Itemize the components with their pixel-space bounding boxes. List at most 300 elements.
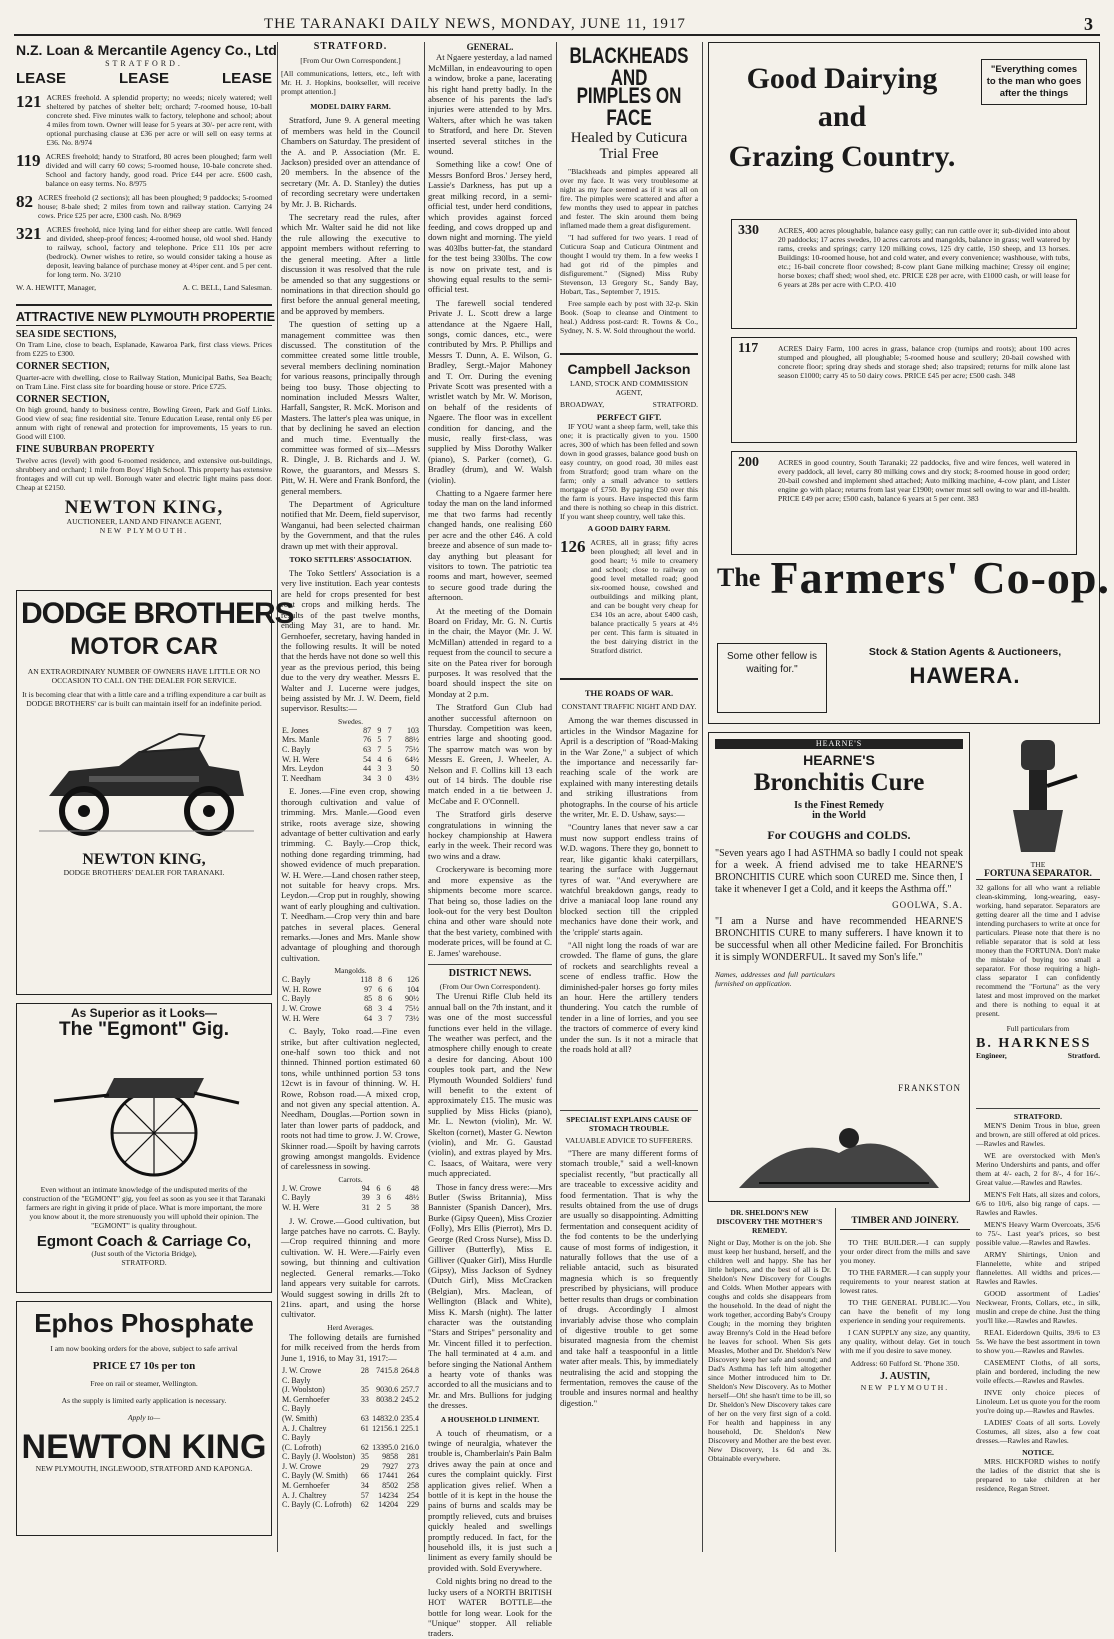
table-cell: 281	[407, 1452, 419, 1462]
column-4	[560, 42, 698, 1552]
table-cell: 33	[360, 1394, 369, 1404]
farm-listing	[731, 451, 1077, 555]
timber-text: I CAN SUPPLY any size, any quantity, any quality, without delay. Get in touch with me if you desire to save money.	[840, 1328, 970, 1356]
table-row	[281, 1376, 420, 1386]
table-cell: 6	[388, 994, 393, 1004]
egmont-title: The "Egmont" Gig.	[58, 1019, 229, 1041]
sheldon-heading: DR. SHELDON'S NEW DISCOVERY THE MOTHER'S REMEDY.	[716, 1208, 823, 1235]
article-heading: A HOUSEHOLD LINIMENT.	[440, 1414, 540, 1424]
timber-name: J. AUSTIN,	[880, 1371, 930, 1383]
article-paragraph: "Country lanes that never saw a car must now support endless trains of W.D. wagons. There they go, bonnett to rear, like gigantic khaki caterpillars, tearing the surface with Juggernaut tyres of war. "And everywhere are watchful breakdown gangs, ready to drive a maniacal loop lane round any blocked section till the crippled mechanics have done their work, and the 'cripple' starts again.	[560, 822, 698, 937]
article-paragraph: Crockeryware is becoming more and more expensive as the shipments become more scarce. That being so, those ladies on the look-out for the very best Doulton china and other ware should note that the best variety, combined with moderate prices, will be found at C. E. James' warehouse.	[428, 864, 552, 958]
column-1	[16, 42, 294, 1552]
section-title: STRATFORD.	[313, 41, 388, 52]
manager-name: W. A. HEWITT, Manager,	[16, 283, 97, 293]
plymouth-ad	[16, 304, 276, 590]
table-cell: W. H. Were	[282, 754, 320, 764]
article-paragraph: The Urenui Rifle Club held its annual ball on the 7th instant, and it was one of the most successful functions ever held in the village. The weather was perfect, and the atmosphere chilly enough to create a desire for dancing. About 100 couples took part, and the New Plymouth Wounded Soldiers' fund will benefit to the extent of approximately £15. The music was supplied by Miss Hicks (piano), Mr. L. Newton (violin), Mr. W. Skelton (cornet), Master G. Newton (violin), and Mr. G. Gaustad (violin), and extras played by Mrs. C. Isaacs, of Waitara, were very much appreciated.	[428, 991, 552, 1179]
article-paragraph: Those in fancy dress were:—Mrs Butler (Swiss Britannia), Miss Bannister (Spanish Dancer), Mrs. Burke (Gipsy Queen), Miss Crozier (Folly), Mrs Ellis (Pierrot), Mrs D. George (Red Cross Nurse), Miss D. Gilliver (Butterfly), Miss E. Gilliver (Quaker Girl), Miss Hurdle (Gipsy), Miss Jackson of Sydney (Dutch Girl), Miss McCracken (Belgian), Mrs. Maclean, of Wellington (Black and White), Miss K. Marsh (night). The latter character was the outstanding "Stars and Stripes" personality and Mr. Vincent filled it to perfection. The hall terminated at 4 a.m. and before singing the National Anthem a hearty vote of thanks was accorded to all the musicians and to Mr. and Mrs. Bullions for judging the dresses.	[428, 1181, 552, 1411]
table-cell: 6	[386, 1193, 391, 1203]
cj-town: STRATFORD.	[652, 400, 698, 409]
listing-ref: No. 8/974	[61, 138, 93, 148]
dodge-body: It is becoming clear that with a little care and a trifling expenditure a car built as DODGE BROTHERS' car is built can maintain itself for an indefinite period.	[22, 690, 266, 708]
table-cell: 264.8	[401, 1365, 419, 1375]
listing-text: ACRES in good country, South Taranaki; 22 paddocks, five and wire fences, well watered in every paddock, all level, carry 80 milking cows and dry stock; 8-roomed house in good order; 20-bail cowshed and implement shed attached; Auto milking machine, 4-cow plant, and Lister engine go with place; returns from last year £1900; owner must sell owing to war and ill-health. PRICE £49 per acre; £500 cash, balance 6 years at 5 per cent.	[778, 458, 1070, 503]
table-cell: 50	[411, 764, 419, 774]
table-row	[281, 1366, 420, 1376]
classified-item: MEN'S Denim Trous in blue, green and brown, are still offered at old prices. —Rawles and Rawles.	[976, 1121, 1100, 1148]
table-cell: 3	[387, 764, 392, 774]
listing-text: ACRES freehold (2 sections); all has been ploughed; 9 paddocks; 5-roomed house; 8-bale shed; 2 miles from town and railway station. Carrying 24 cows. Price £25 per acre, £300 cash.	[38, 193, 272, 221]
table-cell: J. W. Crowe	[282, 1183, 322, 1193]
listing-text: ACRES freehold; handy to Stratford, 80 acres been ploughed; farm well divided and will carry 60 cows; 5-roomed house, 10-bale concrete shed. School and factory handy, good road. Price £44 per acre. £600 cash, balance on easy terms.	[45, 152, 272, 189]
plymouth-agent-town: NEW PLYMOUTH.	[99, 525, 189, 535]
table-cell: (W. Smith)	[282, 1413, 318, 1423]
table-cell: 229	[407, 1500, 419, 1510]
section-text: On Tram Line, close to beach, Esplanade, Kawaroa Park, first class views. Prices from £225 to £300.	[16, 340, 272, 359]
table-cell: 7415.8	[376, 1365, 399, 1375]
ephos-title: Ephos Phosphate	[34, 1308, 254, 1338]
table-cell: 17441	[378, 1471, 399, 1481]
article-paragraph: The Toko Settlers' Association is a very live institution. Each year contests are held for crops presented for best root crops and milking herds. The results of the past twelve months, ending May 31, are to hand. Mr. Gernhoefer, secretary, having handed in the following results. It will be noted that the herds have not done so well this year as the previous period, this being due to the very dry weather. Messrs E. Walter and J. Lucerne were judges, being assisted by Mr. J. W. Deem, field supervisor. Results:—	[281, 568, 420, 714]
dodge-subtitle: MOTOR CAR	[70, 633, 218, 660]
farmers-coop-ad	[708, 42, 1110, 724]
cj-listing	[560, 538, 698, 655]
table-cell: 3	[376, 1193, 381, 1203]
table-cell: 28	[360, 1365, 369, 1375]
table-cell: 68	[364, 1004, 373, 1013]
article-paragraph: J. W. Crowe.—Good cultivation, but large patches have no carrots. C. Bayly.—Crop required thinning and more cultivation. W. H. Were.—Fairly even sowing, but thinning and cultivation neglected. General remarks.—Toko land appears very suitable for carrots. Would suggest sowing in drills 2ft to 21ins. apart, and using the horse cultivator.	[281, 1215, 420, 1320]
separator-town: Stratford.	[1067, 1051, 1100, 1061]
table-cell: 7927	[382, 1461, 399, 1471]
gig-illustration	[44, 1043, 244, 1183]
plymouth-agent-sub: AUCTIONEER, LAND AND FINANCE AGENT,	[66, 516, 222, 526]
cj-addr: BROADWAY,	[560, 400, 605, 409]
table-cell: C. Bayly	[282, 994, 311, 1004]
listing-text: ACRES freehold. A splendid property; no weeds; nicely watered; well sheltered by patches of shelter belt; orchard; 7-roomed house, 10-ball concrete shed. Five minutes walk to factory, telephone and school; about 4 miles from town. Owner will lease for 5 years at 30/- per acre rent, with optional purchasing clause at £36 per acre or will sell on easy terms at £36.	[46, 93, 272, 148]
section-heading: CORNER SECTION,	[16, 361, 110, 373]
table-row	[281, 735, 420, 745]
table-row	[281, 1203, 420, 1213]
table-cell: 44	[363, 764, 372, 774]
table-row	[281, 726, 420, 736]
listing-acres: 82	[16, 192, 33, 212]
listing-text: ACRES, all in grass; fifty acres been ploughed; all level and in good heart; ½ mile to creamery and school; close to railway on good level metalled road; good six-roomed house, cowshed and outbuildings and milking plant, and can be bought very cheap for £34 10s an acre, about £400 cash, balance practically 5 years at 4½ per cent. This farm is situated in the best dairying district in the Stratford district.	[590, 538, 698, 656]
table-cell: 5	[387, 744, 392, 754]
table-cell	[399, 1433, 420, 1443]
separator-eng: Engineer,	[976, 1051, 1007, 1061]
hearne-quote: "I am a Nurse and have recommended HEARNE'S BRONCHITIS CURE to many sufferers. I have known it to be successful when all other Medicine failed. For Bronchitis it is simply WONDERFUL. It saved my Son's life."	[715, 916, 963, 964]
table-cell: 39	[361, 1193, 370, 1203]
table-cell: 34	[360, 1481, 369, 1491]
table-cell: 12156.1	[372, 1423, 399, 1433]
table-row	[281, 1433, 420, 1443]
article-paragraph: The secretary read the rules, after which Mr. Walter said he did not like the rule allowing the executive to appoint members without referring to the general meeting. After a little discussion it was resolved that the rule be amended so that any suggestions or nominations in that direction should go first before the annual general meeting, and be approved by members.	[281, 212, 420, 316]
table-cell	[399, 1404, 420, 1414]
table-cell: 76	[363, 735, 372, 745]
table-row	[281, 1385, 420, 1395]
table-cell: 9030.6	[376, 1385, 399, 1395]
table-cell: 3	[377, 764, 382, 774]
table-cell: C. Bayly (J. Woolston)	[282, 1452, 356, 1462]
timber-heading: TIMBER AND JOINERY.	[840, 1216, 970, 1230]
table-cell: E. Jones	[282, 725, 309, 735]
table-cell: 87	[363, 725, 372, 735]
table-cell: 7	[377, 744, 382, 754]
table-cell: 66	[360, 1471, 369, 1481]
table-cell: 35	[360, 1385, 369, 1395]
byline: (From Our Own Correspondent).	[439, 982, 541, 992]
hearne-place: FRANKSTON	[898, 1083, 961, 1093]
notice-heading: NOTICE.	[1022, 1448, 1054, 1457]
table-cell: 5	[386, 1203, 391, 1213]
table-cell: 0	[387, 773, 392, 783]
table-row	[281, 1395, 420, 1405]
table-row	[281, 1014, 420, 1024]
table-cell: 225.1	[401, 1423, 419, 1433]
table-cell: 257.7	[401, 1385, 419, 1395]
hearne-ad	[708, 732, 970, 1202]
editor-note: [All communications, letters, etc., left with Mr. H. J. Hopkins, bookseller, will receive prompt attention.]	[281, 69, 420, 97]
column-2	[281, 42, 420, 1552]
table-cell: W. H. Were	[282, 1013, 320, 1023]
article-paragraph: The farewell social tendered Private J. L. Scott drew a large attendance at the Ngaere Hall, songs, comic dances, etc., were contributed by Mrs. P. Phillips and Messrs T. Dunn, A. E. Wilson, G. Bradley, Sergt.-Major Mahoney and T. Orr. During the evening Private Scott was presented with a wristlet watch by Mr. W. Morison, on behalf of the residents of Ngaere. The floor was in excellent condition for dancing, and the music, really first-class, was supplied by Miss Dorothy Walker (piano), S. Parker (cornet), G. Bradley (drum), and W. Walsh (violin).	[428, 297, 552, 485]
table-caption: Carrots.	[338, 1174, 363, 1184]
table-cell: 29	[360, 1461, 369, 1471]
table-cell: 97	[364, 984, 373, 994]
dodge-ad	[16, 590, 294, 995]
table-cell: 118	[360, 975, 373, 985]
timber-text: TO THE GENERAL PUBLIC.—You can have the benefit of my long experience in sending your requirements.	[840, 1298, 970, 1326]
separator-full: Full particulars from	[1006, 1024, 1070, 1034]
stratford-classifieds	[976, 1108, 1100, 1552]
specialist-article	[560, 1110, 698, 1408]
hearne-title: Bronchitis Cure	[753, 768, 925, 796]
farm-listing	[731, 219, 1077, 329]
table-row	[281, 764, 420, 774]
table-cell: 90½	[405, 994, 419, 1004]
table-cell: J. W. Crowe	[282, 1004, 322, 1013]
listing-ref: No. 8/969	[150, 211, 181, 221]
classified-item: LADIES' Coats of all sorts. Lovely Costumes, all sizes, also a few coat dresses.—Rawles and Rawles.	[976, 1418, 1100, 1445]
table-cell: C. Bayly (W. Smith)	[282, 1471, 348, 1481]
cj-heading: PERFECT GIFT.	[596, 412, 662, 422]
table-cell: 9	[377, 725, 382, 735]
cj-address-row	[560, 400, 698, 409]
table-row	[281, 1443, 420, 1453]
table-cell: 6	[386, 1183, 391, 1193]
table-cell: 75½	[405, 1004, 419, 1013]
cuticura-headline: BLACKHEADS AND	[569, 43, 689, 91]
listing	[16, 193, 272, 220]
separator-ad	[976, 732, 1100, 1104]
classified-item: REAL Eiderdown Quilts, 39/6 to £3 5s. We have the best assortment in town to show you.—Rawles and Rawles.	[976, 1328, 1100, 1355]
cuticura-text: Free sample each by post with 32-p. Skin Book. (Soap to cleanse and Ointment to heal.) Address post-card: R. Towns & Co., Sydney, N. S. W. Sold throughout the world.	[560, 299, 698, 335]
car-illustration	[29, 716, 259, 846]
lease-label: LEASE	[118, 70, 169, 88]
separator-illustration	[993, 736, 1083, 856]
table-cell: 63	[363, 744, 372, 754]
table-cell: 57	[360, 1490, 369, 1500]
egmont-firm: Egmont Coach & Carriage Co,	[36, 1233, 252, 1251]
herds-table	[281, 1366, 420, 1510]
table-cell: C. Bayly	[282, 1433, 311, 1443]
cj-text: IF YOU want a sheep farm, well, take this one; it is practically given to you. 1500 acres, 300 of which has been felled and sown down in good grasses, balance good bush on easy country, on good road, 30 miles east from Stratford; good tram whare on the farm; only a small advance to settlers mortgage of £750. By paying £50 over this the farm is yours. Have inspected this farm and there is nothing so cheap in this district. If you want sheep country, well take this.	[560, 422, 698, 522]
sheldon-text: Night or Day, Mother is on the job. She must keep her husband, herself, and the children well and happy. She has her little helpers, and the best of all is Dr. Sheldon's New Discovery for Coughs and Colds. When Mother appears with coughs and colds she disappears from the household. In the dead of night the work together, according Baby's Croupy Cough; in the morning they brighten away Brenny's Cold in the Head before he leaves for school. When Sis gets Measles, Mother and Dr. Sheldon's New Discovery keep her safe and sound; and Dad's Asthma has left him altogether since Mother introduced him to Dr. Sheldon's New Discovery. As to Mother herself—Oh! she hasn't time to be ill, so Dr. Sheldon's New Discovery takes care of her on the very first sign of a cold. For health and happiness in any household, Dr. Sheldon's New Discovery and Mother are the best ever. New Discovery, 1s 6d and 3s. Obtainable everywhere.	[708, 1238, 831, 1463]
table-cell: 4	[377, 754, 382, 764]
classified-item: MEN'S Heavy Warm Overcoats, 35/6 to 75/-. Last year's prices, so best possible value.—Rawles and Rawles.	[976, 1220, 1100, 1247]
classified-item: WE are overstocked with Men's Merino Undershirts and pants, and offer them at 4/- each, 2 for 8/-, 4 for 16/-. Great value.—Rawles and Rawles.	[976, 1151, 1100, 1187]
table-cell: Mrs. Leydon	[282, 764, 324, 774]
masthead-title: THE TARANAKI DAILY NEWS, MONDAY, JUNE 11, 1917	[264, 16, 686, 32]
cj-heading: A GOOD DAIRY FARM.	[587, 524, 671, 534]
hearne-quote: "Seven years ago I had ASTHMA so badly I could not speak for a week. A friend advised me to take HEARNE'S BRONCHITIS CURE which soon CURED me. Since then, I take it whenever I get a Cold, and it keeps the Asthma off."	[715, 848, 963, 896]
table-cell	[399, 1376, 420, 1386]
article-paragraph: "There are many different forms of stomach trouble," said a well-known specialist recently, "but practically all are traceable to excessive acidity and food fermentation. That is why the results obtained from the use of drugs are usually so disappointing. Admitting fermentation and consequent acidity of the fod contents to be the underlying cause of most forms of indigestion, it naturally follows that the use of a reliable antacid, such as bisurated magnesia which is so frequently prescribed by physicians, will produce better results than drugs or combination of drugs. Accordingly I almost invariably advise those who complain of digestive trouble to get some bisurated magnesia from the chemist and take half a teaspoonful in a little water after meals. This, by immediately neutralising the acid and stopping the fermentation, removes the cause of the trouble and insures normal and healthy digestion."	[560, 1148, 698, 1408]
hearne-for: For COUGHS and COLDS.	[767, 827, 911, 842]
egmont-body: Even without an intimate knowledge of the undisputed merits of the construction of the "EGMONT" gig, you feel as soon as you see it that Taranaki farmers are right in giving it pride of place. What is more important, the more you know about it, the more strenuously you will uphold their opinion. The "EGMONT" is quality throughout.	[22, 1185, 266, 1231]
section-title: GENERAL.	[466, 42, 514, 52]
article-paragraph: The Stratford girls deserve congratulations in winning the hockey championship at Hawera early in the week. Their record was two wins and a draw.	[428, 809, 552, 861]
table-cell	[370, 1404, 399, 1414]
table-cell: 104	[407, 984, 419, 994]
lease-label: LEASE	[16, 70, 67, 88]
article-paragraph: Among the war themes discussed in articles in the Windsor Magazine for April is a description of "Road-Making in the War Zone," a subject of which the importance and necessarily far-reaching scale of the work are explained with many interesting details and striking illustrations from photographs. In the course of his article the writer, Mr. E. D. Ushaw, says:—	[560, 715, 698, 820]
table-cell: 7	[387, 735, 392, 745]
egmont-town: STRATFORD.	[121, 1258, 167, 1268]
table-cell: 48	[411, 1183, 419, 1193]
table-cell	[370, 1433, 399, 1443]
listing-ref: 383	[967, 494, 979, 503]
classified-item: INVE only choice pieces of Linoleum. Let us quote you for the room you're doing up.—Rawles and Rawles.	[976, 1388, 1101, 1415]
table-cell: 2	[376, 1203, 381, 1213]
table-cell: 13395.0	[372, 1442, 399, 1452]
table-cell: (C. Lofroth)	[282, 1442, 322, 1452]
cuticura-sub: Trial Free	[599, 146, 659, 162]
hearne-sub: in the World	[812, 810, 866, 822]
table-cell: J. W. Crowe	[282, 1461, 322, 1471]
table-cell: 216.0	[401, 1442, 419, 1452]
table-cell: 62	[360, 1500, 369, 1510]
table-cell: 35	[360, 1452, 369, 1462]
ephos-agent: NEWTON KING	[21, 1428, 267, 1467]
slogan-box: "Everything comes to the man who goes after the things	[981, 59, 1087, 105]
column-rule	[556, 42, 557, 1552]
table-cell: 8	[378, 994, 383, 1004]
coop-title: Farmers' Co-op.	[770, 552, 1110, 603]
section-text: Twelve acres (level) with good 6-roomed residence, and extensive out-buildings, shrubbery and orchard; 1 mile from Boys' High School. This property has extensive frontages and will cut up well. Borough water and electric light mains pass door. Cheap at £2150.	[16, 455, 272, 492]
table-cell: 31	[361, 1203, 370, 1213]
separator-text: 32 gallons for all who want a reliable clean-skimming, long-wearing, easy-working, hand separator. Separators are getting dearer all the time and I advise intending purchasers to write at once for particulars. Please note that there is no reliable separator that is sold at less money than the FORTUNA. Don't make the mistake of buying too small a separator. For those requiring a high-class separator I can confidently recommend the "Fortuna" as the very latest and most improved on the market and there is nothing to equal it at present.	[976, 883, 1100, 1019]
farm-listing	[731, 337, 1077, 443]
hearne-sub: Is the Finest Remedy	[794, 799, 884, 811]
article-subheading: VALUABLE ADVICE TO SUFFERERS.	[565, 1136, 693, 1145]
table-cell: C. Bayly	[282, 1193, 311, 1203]
table-cell: 63	[360, 1413, 369, 1423]
table-cell: 34	[363, 773, 372, 783]
article-heading: THE ROADS OF WAR.	[584, 688, 674, 698]
table-row	[281, 1462, 420, 1472]
table-cell	[359, 1433, 369, 1443]
listing-acres: 121	[16, 92, 42, 112]
article-paragraph: E. Jones.—Fine even crop, showing thorough cultivation and value of trimming. Mrs. Manle.—Good even strike, roots average size, showing advantage of better cultivation and early trimming. C. Bayly.—Crop thick, nothing done regarding trimming, had showed evidence of much preparation. W. H. Were.—Land chosen rather steep, not suitable for heavy crops. Mrs. Leydon.—Crop put in roughly, showing want of early ploughing and cultivation. T. Needham.—Crop very thin and bare patches in several places. General remarks.—Jones and Mrs. Manle show advantage of ploughing and thorough cultivation.	[281, 786, 420, 963]
table-cell: 254	[407, 1490, 419, 1500]
table-cell: 88½	[405, 735, 419, 745]
cuticura-sub: Healed by Cuticura	[570, 130, 688, 146]
table-row	[281, 1491, 420, 1501]
table-cell: 64½	[405, 754, 419, 764]
article-paragraph: Chatting to a Ngaere farmer here today the man on the land informed me that two farms had recently changed hands, one realising £60 per acre and the other £46. A cold breeze and absence of sun made to-day anything but pleasant for visitors to town. The patriotic tea rooms and mart, however, seemed to secure good trade during the afternoon.	[428, 488, 552, 603]
table-cell: 9858	[382, 1452, 399, 1462]
table-cell: 273	[407, 1461, 419, 1471]
timber-ad	[840, 1208, 970, 1552]
table-cell: 61	[360, 1423, 369, 1433]
table-cell: C. Bayly (C. Lofroth)	[282, 1500, 352, 1510]
table-cell: 245.2	[401, 1394, 419, 1404]
cuticura-ad	[560, 43, 698, 355]
swedes-table	[281, 726, 420, 784]
section-title: STRATFORD.	[1013, 1112, 1063, 1121]
egmont-head: As Superior as it Looks—	[70, 1006, 218, 1020]
ephos-towns: NEW PLYMOUTH, INGLEWOOD, STRATFORD AND KAPONGA.	[35, 1464, 253, 1474]
table-cell: 3	[377, 773, 382, 783]
egmont-addr: (Just south of the Victoria Bridge),	[91, 1249, 197, 1259]
table-row	[281, 1193, 420, 1203]
listing-text: ACRES freehold, nice lying land for either sheep are cattle. Well fenced and divided, sheep-proof fences; 4-roomed house, old wool shed. Handy to railway, school, factory and telephone. Price £11 10s per acre (bedrock). Owner wishes to retire, so would consider taking a house as deposit, leaving balance of purchase money at 4½per cent. and 5 per cent. for long term.	[46, 225, 272, 280]
table-cell: 14832.0	[372, 1413, 399, 1423]
listing-acres: 119	[16, 151, 41, 171]
article-paragraph: "All night long the roads of war are crowded. The flame of guns, the glare of rockets and searchlights reveal a scene of endless traffic. How the diminished-paler horses go forty miles an hour. Here the artillery tenders thundering. You catch the rumble of tender in a line of lorries, and you see the tractors of commerce of every kind under the sun. Is it not a miracle that the roads hold at all?	[560, 939, 698, 1054]
table-cell: J. W. Crowe	[282, 1365, 322, 1375]
table-row	[281, 1184, 420, 1194]
hearne-place: GOOLWA, S.A.	[892, 900, 963, 911]
table-cell: 6	[378, 984, 383, 994]
table-cell: 75½	[405, 744, 419, 754]
table-cell: A. J. Chaltrey	[282, 1490, 327, 1500]
egmont-ad	[16, 1003, 272, 1293]
table-cell: 48½	[405, 1193, 419, 1203]
table-cell: 85	[364, 994, 373, 1004]
table-cell: M. Gernhoefer	[282, 1394, 330, 1404]
table-row	[281, 1414, 420, 1424]
table-cell: C. Bayly	[282, 1375, 311, 1385]
table-cell: 264	[407, 1471, 419, 1481]
byline: [From Our Own Correspondent.]	[300, 56, 401, 66]
nz-loan-signatures	[16, 283, 272, 292]
article-paragraph: Stratford, June 9. A general meeting of members was held in the Council Chambers on Saturday. The president of the A. and P. Association (Mr. E. Jackson) presided over an attendance of 20 members. In the absence of the secretary (Mr. A. D. Stanley) the duties of recording secretary were undertaken by Mr. J. B. Richards.	[281, 115, 420, 209]
cuticura-headline: PIMPLES ON FACE	[576, 83, 682, 131]
ephos-apply: Apply to—	[127, 1413, 161, 1423]
nz-loan-title: N.Z. Loan & Mercantile Agency Co., Ltd	[16, 42, 277, 58]
column-3	[428, 42, 552, 1639]
classified-item: GOOD assortment of Ladies' Neckwear, Fronts, Collars, etc., in silk, muslin and crepe de chine. Just the thing you'll like.—Rawles and Rawles.	[976, 1289, 1100, 1325]
separator-agent: B. HARKNESS	[976, 1036, 1092, 1052]
notice-text: MRS. HICKFORD wishes to notify the ladies of the district that she is prepared to take children at her residence, Regan Street.	[976, 1457, 1100, 1493]
listing	[16, 225, 272, 279]
table-cell	[370, 1376, 399, 1386]
table-cell: 43½	[405, 773, 419, 783]
listing	[16, 93, 272, 147]
nz-loan-town: STRATFORD.	[105, 59, 183, 68]
table-cell: 38	[411, 1203, 419, 1213]
column-rule	[424, 42, 425, 1552]
table-cell: 6	[376, 1183, 381, 1193]
article-paragraph: At Ngaere yesterday, a lad named McMillan, in endeavouring to open a window, broke a pane, lacerating his right hand pretty badly. In the absence of his parents the lad's injuries were attended to by Mrs. Walters, after which he was taken to Stratford, and here Dr. Steven inserted several stitches in the wound.	[428, 52, 552, 157]
cuticura-text: "Blackheads and pimples appeared all over my face. It was very troublesome at night as my face seemed as if it was all on fire. The pimples were scattered and after a few months they used to appear in patches and fester. The skin around them being inflamed made them a great disfigurement.	[560, 167, 698, 230]
table-cell: 3	[378, 1004, 383, 1013]
table-cell: 7	[387, 725, 392, 735]
article-subheading: CONSTANT TRAFFIC NIGHT AND DAY.	[561, 702, 697, 712]
table-row	[281, 1500, 420, 1510]
separator-the: THE	[1030, 860, 1046, 869]
table-cell: A. J. Chaltrey	[282, 1423, 327, 1433]
roads-of-war-article	[560, 680, 698, 1110]
article-heading: SPECIALIST EXPLAINS CAUSE OF STOMACH TROUBLE.	[566, 1115, 692, 1133]
article-paragraph: A touch of rheumatism, or a twinge of neuralgia, whatever the trouble is, Chamberlain's Pain Balm drives away the pain at once and cures the complaint quickly. First application gives relief. When a bottle of it is kept in the house the pains of burns and scalds may be promptly relieved, cuts and bruises quickly healed and swellings promptly reduced. In fact, for the household ills, it is just such a liniment as every family should be provided with. Sold Everywhere.	[428, 1427, 552, 1573]
article-paragraph: The Stratford Gun Club had another successful afternoon on Thursday. Competition was keen, entries large and shooting good. The sparrow match was won by Messrs E. Green, J. Wheeler, A. Nelson and F. Collins kill 13 each out of 14 birds. The double rise match ended in a tie between J. McCabe and F. O'Connell.	[428, 702, 552, 806]
ephos-line2: Free on rail or steamer, Wellington.	[90, 1379, 198, 1389]
section-text: On high ground, handy to business centre, Bowling Green, Park and Golf Links. Good view of sea; fine residential site. Tenure Education Lease, rental only £6 per annum with right of renewal and protection for improvements, 15 years to run. Good will £100.	[16, 405, 272, 442]
table-cell: 6	[388, 984, 393, 994]
table-cell: C. Bayly	[282, 1404, 311, 1414]
table-cell	[359, 1404, 369, 1414]
dodge-lead: AN EXTRAORDINARY NUMBER OF OWNERS HAVE LITTLE OR NO OCCASION TO CALL ON THE DEALER FOR SERVICE.	[27, 667, 261, 685]
hearne-band: HEARNE'S	[715, 739, 963, 749]
hearne-note: Names, addresses and full particulars furnished on application.	[715, 970, 835, 989]
lease-label: LEASE	[221, 70, 272, 88]
timber-address: Address: 60 Fulford St. 'Phone 350.	[850, 1359, 960, 1369]
article-heading: DISTRICT NEWS.	[428, 964, 552, 979]
table-cell: 103	[407, 725, 419, 735]
listing-ref: 410	[884, 280, 896, 289]
table-row	[281, 755, 420, 765]
table-cell: 235.4	[401, 1413, 419, 1423]
table-cell: 5	[377, 735, 382, 745]
ephos-price: PRICE £7 10s per ton	[92, 1360, 196, 1372]
column-rule	[702, 42, 703, 1552]
masthead	[14, 14, 1100, 36]
column-rule	[277, 42, 278, 1552]
table-row	[281, 985, 420, 995]
dodge-dealer-sub: DODGE BROTHERS' DEALER FOR TARANAKI.	[63, 868, 225, 877]
timber-text: TO THE FARMER.—I can supply your requirements to your nearest station at lowest rates.	[840, 1268, 970, 1296]
table-cell: W. H. Rowe	[282, 984, 322, 994]
table-row	[281, 1471, 420, 1481]
table-row	[281, 745, 420, 755]
table-cell: 73½	[405, 1013, 419, 1023]
carrots-table	[281, 1184, 420, 1213]
dodge-dealer: NEWTON KING,	[82, 851, 206, 868]
table-cell: C. Bayly	[282, 744, 311, 754]
listing-acres: 321	[16, 224, 42, 244]
classified-item: ARMY Shirtings, Union and Flannelette, white and striped flannelettes. All widths and prices.—Rawles and Rawles.	[976, 1250, 1100, 1286]
timber-town: NEW PLYMOUTH.	[860, 1382, 950, 1392]
campbell-jackson-ad	[560, 355, 698, 680]
nz-loan-ad	[16, 42, 277, 304]
dodge-title: DODGE BROTHERS	[21, 597, 294, 630]
article-paragraph: The Department of Agriculture notified that Mr. Deem, field supervisor, Wanganui, had been selected chairman by the Government, and that the rules drawn up met with their approval.	[281, 499, 420, 551]
listing-acres: 126	[560, 537, 586, 557]
separator-name: FORTUNA SEPARATOR.	[976, 869, 1100, 880]
table-cell: 7	[388, 1013, 393, 1023]
table-caption: Mangolds.	[334, 966, 367, 976]
listing-ref: 348	[1003, 371, 1016, 380]
separator-footer	[976, 1051, 1100, 1060]
coop-sub: Stock & Station Agents & Auctioneers,	[868, 646, 1062, 658]
listing-acres: 200	[738, 455, 759, 470]
column-5	[708, 42, 1110, 1552]
table-row	[281, 774, 420, 784]
